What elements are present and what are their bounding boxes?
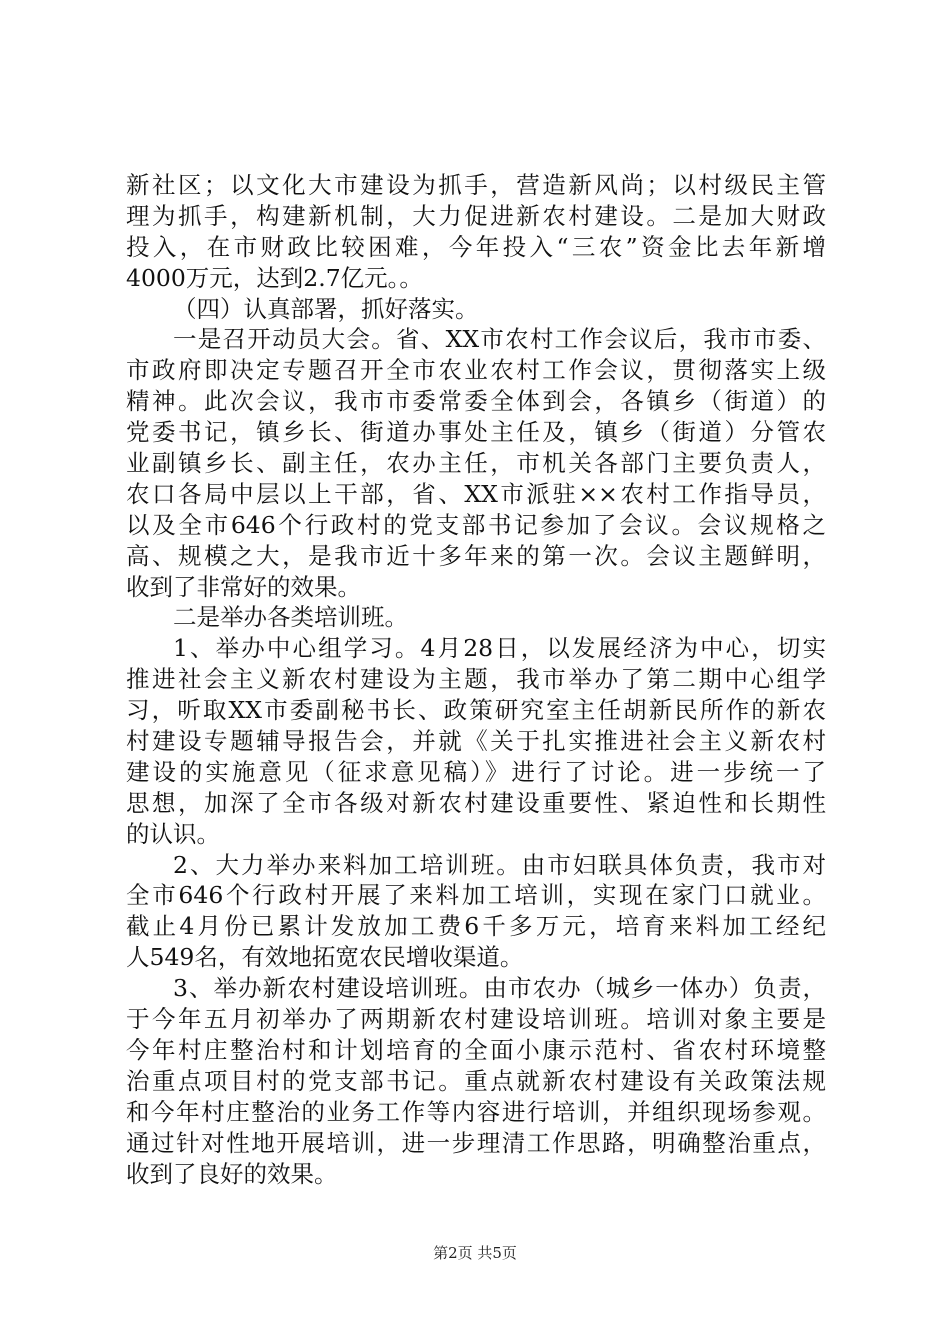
text-line: 今年村庄整治村和计划培育的全面小康示范村、省农村环境整 [126, 1035, 826, 1064]
text-line: 投入，在市财政比较困难，今年投入“三农”资金比去年新增 [126, 232, 826, 261]
text-line: 2、大力举办来料加工培训班。由市妇联具体负责，我市对 [173, 850, 826, 879]
text-line: 思想，加深了全市各级对新农村建设重要性、紧迫性和长期性 [126, 788, 826, 817]
text-line: 理为抓手，构建新机制，大力促进新农村建设。二是加大财政 [126, 201, 826, 230]
text-line: 新社区；以文化大市建设为抓手，营造新风尚；以村级民主管 [126, 171, 826, 199]
text-line: 治重点项目村的党支部书记。重点就新农村建设有关政策法规 [126, 1066, 826, 1095]
body-text [126, 170, 826, 1189]
text-line: 业副镇乡长、副主任，农办主任，市机关各部门主要负责人， [126, 449, 826, 478]
text-line: 1、举办中心组学习。4月28日，以发展经济为中心，切实 [173, 634, 826, 663]
text-line: 和今年村庄整治的业务工作等内容进行培训，并组织现场参观。 [126, 1097, 826, 1126]
text-line: 村建设专题辅导报告会，并就《关于扎实推进社会主义新农村 [126, 727, 826, 756]
text-line: 精神。此次会议，我市市委常委全体到会，各镇乡（街道）的 [126, 387, 826, 416]
text-line: 高、规模之大，是我市近十多年来的第一次。会议主题鲜明， [126, 541, 826, 570]
text-line: 市政府即决定专题召开全市农业农村工作会议，贯彻落实上级 [126, 356, 826, 385]
text-line: 全市646个行政村开展了来料加工培训，实现在家门口就业。 [126, 881, 826, 910]
text-line: 农口各局中层以上干部，省、XX市派驻××农村工作指导员， [126, 479, 826, 508]
text-line: 推进社会主义新农村建设为主题，我市举办了第二期中心组学 [126, 665, 826, 694]
text-line: 的认识。 [126, 819, 220, 848]
page-number-label: 第2页 共5页 [433, 1244, 517, 1262]
text-line: 收到了非常好的效果。 [126, 572, 361, 601]
text-line: 二是举办各类培训班。 [173, 603, 408, 632]
text-line: 习，听取XX市委副秘书长、政策研究室主任胡新民所作的新农 [126, 696, 826, 725]
text-line: 通过针对性地开展培训，进一步理清工作思路，明确整治重点， [126, 1128, 826, 1157]
text-line: 3、举办新农村建设培训班。由市农办（城乡一体办）负责， [173, 974, 826, 1003]
text-line: 于今年五月初举办了两期新农村建设培训班。培训对象主要是 [126, 1005, 826, 1034]
text-line: 党委书记，镇乡长、街道办事处主任及，镇乡（街道）分管农 [126, 418, 826, 447]
page-footer [0, 1243, 950, 1263]
text-line: 一是召开动员大会。省、XX市农村工作会议后，我市市委、 [173, 325, 826, 354]
text-line: 收到了良好的效果。 [126, 1159, 338, 1188]
text-line: （四）认真部署，抓好落实。 [173, 294, 479, 323]
text-line: 建设的实施意见（征求意见稿）》进行了讨论。进一步统一了 [126, 757, 826, 786]
text-line: 截止4月份已累计发放加工费6千多万元，培育来料加工经纪 [126, 912, 826, 941]
text-line: 4000万元，达到2.7亿元。。 [126, 263, 423, 292]
text-line: 以及全市646个行政村的党支部书记参加了会议。会议规格之 [126, 510, 826, 539]
text-line: 人549名，有效地拓宽农民增收渠道。 [126, 943, 524, 972]
